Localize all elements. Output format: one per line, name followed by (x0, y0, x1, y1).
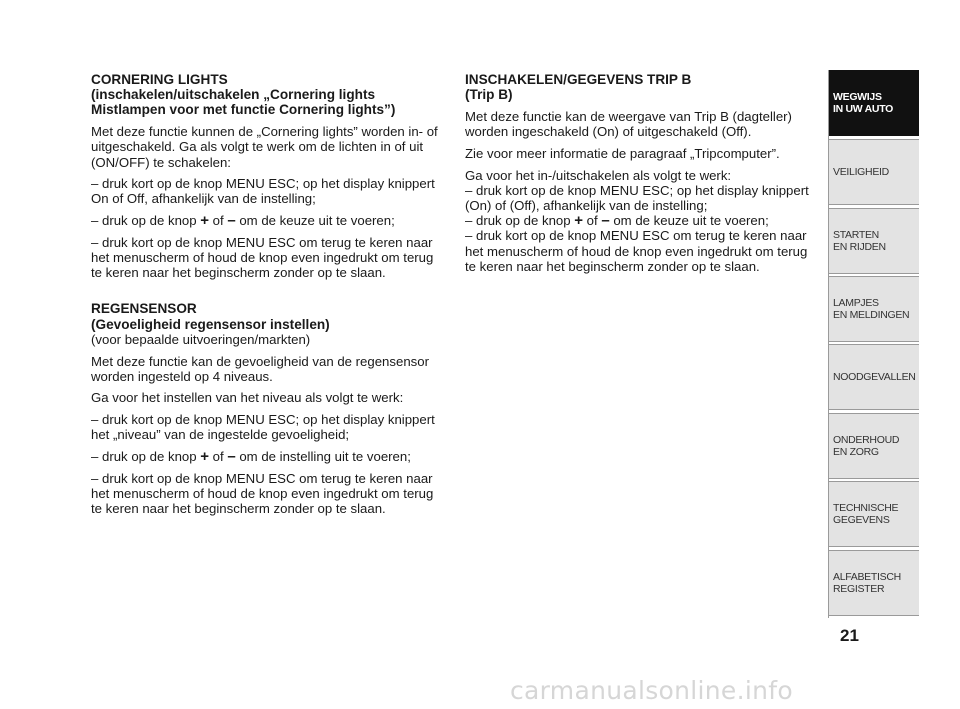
rain-title: REGENSENSOR (91, 301, 197, 317)
trip-subtitle: (Trip B) (465, 87, 513, 103)
minus-symbol: – (601, 212, 610, 230)
right-column (465, 72, 810, 274)
cornering-subtitle: (inschakelen/uitschakelen „Cornering lights Mistlampen voor met functie Cornering lights”) (91, 87, 396, 118)
tab-lampjes[interactable]: LAMPJES EN MELDINGEN (829, 276, 919, 342)
trip-step-1: – druk kort op de knop MENU ESC; op het display knippert (On) of (Off), afhankelijk van de instelling; (465, 182, 809, 213)
tab-veiligheid[interactable]: VEILIGHEID (829, 139, 919, 205)
plus-symbol: + (574, 212, 584, 230)
cornering-step-1: – druk kort op de knop MENU ESC; op het display knippert On of Off, afhankelijk van de instelling; (91, 176, 435, 207)
trip-title: INSCHAKELEN/GEGEVENS TRIP B (465, 72, 692, 87)
plus-symbol: + (200, 212, 210, 230)
trip-step-3: – druk kort op de knop MENU ESC om terug te keren naar het menuscherm of houd de knop even ingedrukt om terug te keren naar het beginscherm zonder op te slaan. (465, 228, 808, 274)
trip-intro: Met deze functie kan de weergave van Trip B (dagteller) worden ingeschakeld (On) of uitgeschakeld (Off). (465, 108, 792, 140)
trip-instruction: Ga voor het in-/uitschakelen als volgt te werk: (465, 167, 732, 183)
trip-step-2: – druk op de knop + of – om de keuze uit te voeren; (465, 212, 769, 230)
cornering-step-3: – druk kort op de knop MENU ESC om terug te keren naar het menuscherm of houd de knop even ingedrukt om terug te keren naar het beginscherm zonder op te slaan. (91, 234, 434, 281)
minus-symbol: – (227, 212, 236, 230)
cornering-intro: Met deze functie kunnen de „Cornering lights” worden in- of uitgeschakeld. Ga als volgt te werk om de lichten in of uit (ON/OFF) te schakelen: (91, 124, 438, 170)
tab-onderhoud[interactable]: ONDERHOUD EN ZORG (829, 413, 919, 479)
rain-note: (voor bepaalde uitvoeringen/markten) (91, 331, 311, 347)
trip-reference: Zie voor meer informatie de paragraaf „Tripcomputer”. (465, 145, 780, 161)
rain-instruction: Ga voor het instellen van het niveau als volgt te werk: (91, 390, 404, 406)
chapter-sidebar (828, 70, 918, 618)
minus-symbol: – (227, 448, 236, 466)
rain-step-3: – druk kort op de knop MENU ESC om terug te keren naar het menuscherm of houd de knop even ingedrukt om terug te keren naar het beginscherm zonder op te slaan. (91, 470, 434, 517)
cornering-title: CORNERING LIGHTS (91, 72, 228, 87)
watermark: carmanualsonline.info (510, 676, 793, 705)
rain-step-2: – druk op de knop + of – om de instelling uit te voeren; (91, 448, 411, 466)
tab-technische[interactable]: TECHNISCHE GEGEVENS (829, 481, 919, 547)
rain-step-1: – druk kort op de knop MENU ESC; op het display knippert het „niveau” van de ingestelde gevoeligheid; (91, 412, 435, 443)
left-column (91, 72, 441, 516)
tab-noodgevallen[interactable]: NOODGEVALLEN (829, 344, 919, 410)
tab-starten[interactable]: STARTEN EN RIJDEN (829, 208, 919, 274)
plus-symbol: + (200, 448, 210, 466)
rain-intro: Met deze functie kan de gevoeligheid van de regensensor worden ingesteld op 4 niveaus. (91, 353, 429, 384)
tab-wegwijs[interactable]: WEGWIJS IN UW AUTO (829, 70, 919, 136)
rain-subtitle: (Gevoeligheid regensensor instellen) (91, 316, 330, 332)
page-number: 21 (840, 626, 859, 645)
tab-alfabetisch[interactable]: ALFABETISCH REGISTER (829, 550, 919, 616)
cornering-step-2: – druk op de knop + of – om de keuze uit te voeren; (91, 212, 395, 230)
